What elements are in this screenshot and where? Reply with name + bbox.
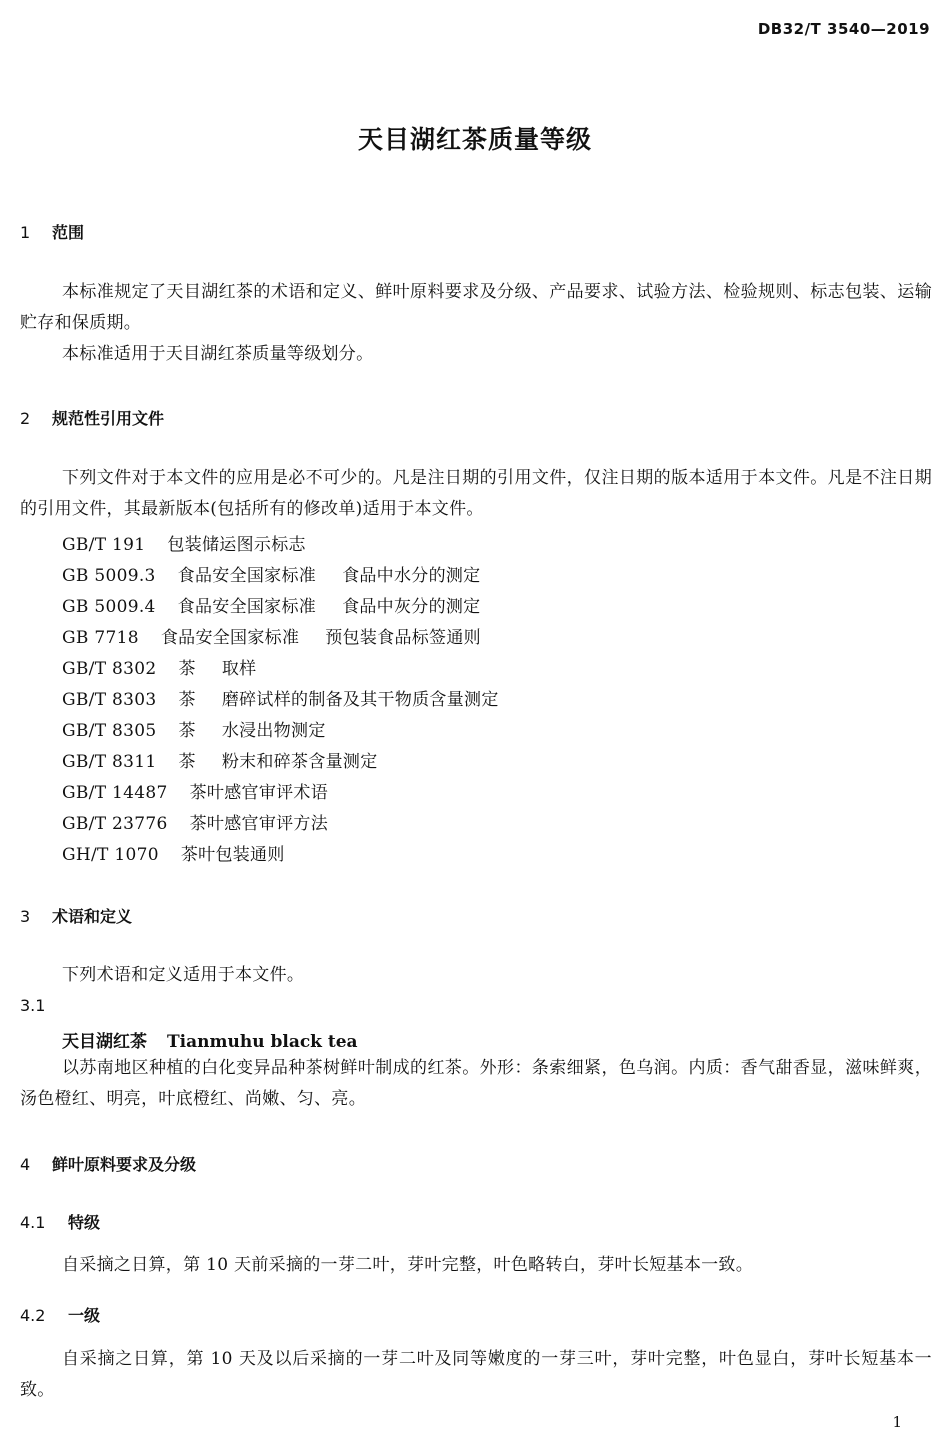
- section-title: 鲜叶原料要求及分级: [52, 1155, 197, 1174]
- reference-item: [62, 747, 378, 772]
- reference-title: 茶: [178, 659, 196, 679]
- subsection-number: 4.2: [20, 1306, 46, 1325]
- subsection-4-2-heading: [20, 1303, 100, 1326]
- reference-code: GB 5009.3: [62, 566, 156, 586]
- reference-item: [62, 716, 326, 741]
- section-number: 1: [20, 223, 31, 242]
- reference-item: [62, 685, 499, 710]
- reference-code: GB 5009.4: [62, 597, 156, 617]
- section-2-paragraph-1: 下列文件对于本文件的应用是必不可少的。凡是注日期的引用文件，仅注日期的版本适用于本文件。凡是不注日期的引用文件，其最新版本(包括所有的修改单)适用于本文件。: [20, 468, 932, 519]
- section-1-heading: [20, 220, 84, 243]
- term-name-cn: 天目湖红茶: [62, 1032, 147, 1052]
- term-name: [62, 1027, 358, 1052]
- reference-title: 茶: [178, 721, 196, 741]
- section-3-paragraph-1: 下列术语和定义适用于本文件。: [62, 965, 305, 985]
- section-1-paragraph-2: 本标准适用于天目湖红茶质量等级划分。: [62, 344, 374, 364]
- page-number: 1: [892, 1413, 902, 1431]
- reference-item: [62, 778, 354, 803]
- reference-subtitle: 预包装食品标签通则: [325, 628, 481, 648]
- reference-subtitle: 食品中灰分的测定: [342, 597, 481, 617]
- term-name-en: Tianmuhu black tea: [167, 1032, 358, 1052]
- reference-item: [62, 592, 480, 617]
- document-code: DB32/T 3540—2019: [757, 20, 930, 38]
- subsection-4-1-text: 自采摘之日算，第 10 天前采摘的一芽二叶，芽叶完整，叶色略转白，芽叶长短基本一致。: [62, 1255, 754, 1275]
- reference-title: 茶叶感官审评术语: [189, 783, 329, 803]
- document-title: 天目湖红茶质量等级: [357, 125, 592, 154]
- section-title: 术语和定义: [52, 907, 133, 926]
- reference-item: [62, 623, 481, 648]
- reference-title: 茶: [178, 690, 196, 710]
- subsection-number: 4.1: [20, 1213, 46, 1232]
- section-1-paragraph-1: 本标准规定了天目湖红茶的术语和定义、鲜叶原料要求及分级、产品要求、试验方法、检验规则、标志包装、运输贮存和保质期。: [20, 282, 932, 333]
- reference-item: [62, 840, 311, 865]
- subsection-title: 特级: [68, 1213, 101, 1232]
- reference-code: GB/T 8302: [62, 659, 157, 679]
- reference-code: GB/T 8305: [62, 721, 157, 741]
- reference-subtitle: 磨碎试样的制备及其干物质含量测定: [221, 690, 499, 710]
- reference-code: GB/T 8303: [62, 690, 157, 710]
- subsection-title: 一级: [68, 1306, 101, 1325]
- section-title: 规范性引用文件: [52, 409, 165, 428]
- reference-code: GH/T 1070: [62, 845, 159, 865]
- term-definition: 以苏南地区种植的白化变异品种茶树鲜叶制成的红茶。外形：条索细紧，色乌润。内质：香气甜香显，滋味鲜爽，汤色橙红、明亮，叶底橙红、尚嫩、匀、亮。: [20, 1058, 932, 1109]
- reference-title: 食品安全国家标准: [160, 628, 300, 648]
- section-number: 4: [20, 1155, 31, 1174]
- section-4-heading: [20, 1152, 196, 1175]
- reference-item: [62, 809, 354, 834]
- reference-code: GB/T 8311: [62, 752, 157, 772]
- reference-title: 包装储运图示标志: [167, 535, 306, 555]
- section-2-heading: [20, 406, 164, 429]
- reference-item: [62, 530, 332, 555]
- reference-subtitle: 食品中水分的测定: [342, 566, 481, 586]
- reference-subtitle: 取样: [221, 659, 257, 679]
- reference-item: [62, 561, 480, 586]
- subsection-4-2-text: 自采摘之日算，第 10 天及以后采摘的一芽二叶及同等嫩度的一芽三叶，芽叶完整，叶色显白，芽叶长短基本一致。: [20, 1349, 932, 1400]
- term-number: 3.1: [20, 996, 46, 1015]
- section-3-heading: [20, 904, 132, 927]
- reference-code: GB/T 23776: [62, 814, 168, 834]
- section-title: 范围: [52, 223, 85, 242]
- reference-item: [62, 654, 256, 679]
- reference-title: 茶叶感官审评方法: [189, 814, 329, 834]
- reference-title: 食品安全国家标准: [177, 566, 317, 586]
- reference-subtitle: 水浸出物测定: [221, 721, 326, 741]
- section-number: 2: [20, 409, 31, 428]
- reference-title: 食品安全国家标准: [177, 597, 317, 617]
- subsection-4-1-heading: [20, 1210, 100, 1233]
- reference-code: GB 7718: [62, 628, 139, 648]
- reference-title: 茶叶包装通则: [180, 845, 285, 865]
- section-number: 3: [20, 907, 31, 926]
- reference-title: 茶: [178, 752, 196, 772]
- reference-code: GB/T 191: [62, 535, 146, 555]
- reference-code: GB/T 14487: [62, 783, 168, 803]
- reference-subtitle: 粉末和碎茶含量测定: [221, 752, 378, 772]
